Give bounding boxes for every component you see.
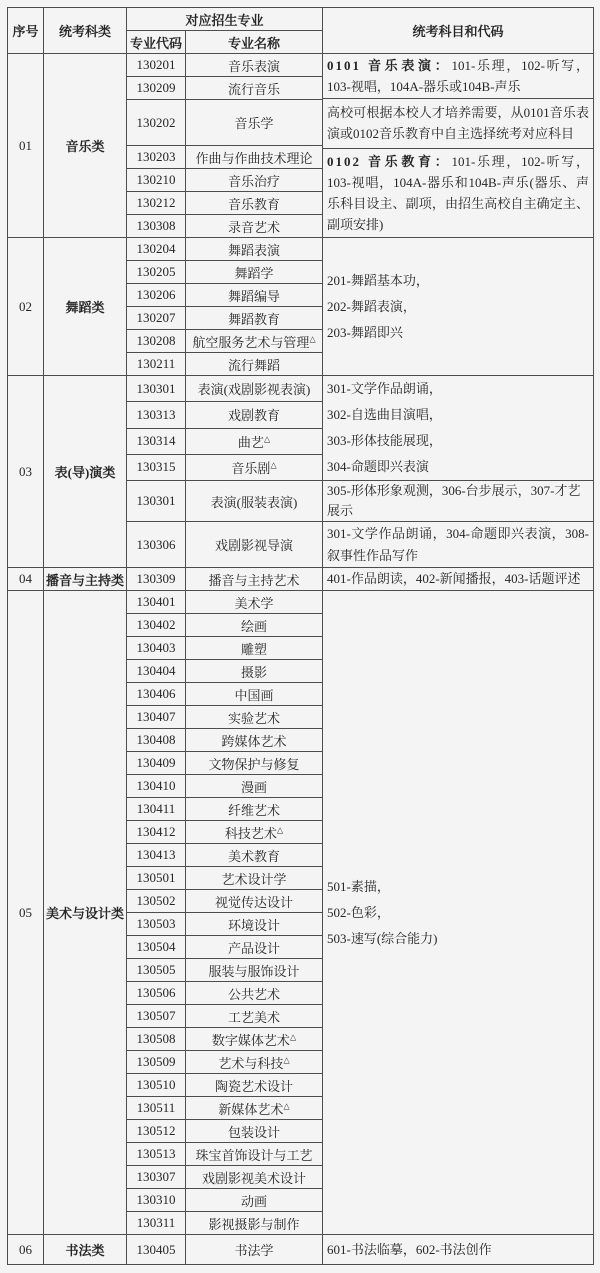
- subjects-text-run: 101-乐理，102-听写，103-视唱，104A-器乐和104B-声乐(器乐、声乐科目设主、副项，由招生高校自主确定主、副项安排): [327, 153, 590, 232]
- major-name-label: 戏剧影视美术设计: [202, 1170, 307, 1186]
- major-name-cell: [186, 890, 323, 913]
- major-name-cell: [186, 637, 323, 660]
- delta-superscript: △: [283, 1101, 290, 1111]
- subjects-text: [327, 55, 589, 97]
- major-name-label: 录音艺术: [228, 219, 281, 235]
- major-code-cell: 130511: [127, 1097, 186, 1120]
- major-name-cell: [186, 1120, 323, 1143]
- major-code-cell: 130206: [127, 284, 186, 307]
- major-name-label: 新媒体艺术: [218, 1101, 284, 1117]
- subjects-block: [323, 54, 593, 98]
- table-row: [8, 1235, 594, 1265]
- major-name-cell: [186, 1143, 323, 1166]
- major-code-cell: 130211: [127, 353, 186, 376]
- major-name-label: 流行舞蹈: [228, 357, 281, 373]
- major-code-cell: 130501: [127, 867, 186, 890]
- major-code-cell: 130412: [127, 821, 186, 844]
- header-subjects: 统考科目和代码: [323, 8, 594, 54]
- major-name-label: 实验艺术: [228, 710, 281, 726]
- subjects-text-run: 101-乐理，102-听写，103-视唱，104A-器乐或104B-声乐: [327, 58, 589, 94]
- major-name-cell: [186, 660, 323, 683]
- major-code-cell: 130509: [127, 1051, 186, 1074]
- major-name-label: 中国画: [234, 687, 274, 703]
- major-name-label: 曲艺: [237, 434, 264, 450]
- major-name-label: 摄影: [241, 664, 268, 680]
- subjects-line: 303-形体技能展现，: [327, 433, 442, 448]
- major-code-cell: 130402: [127, 614, 186, 637]
- major-name-label: 纤维艺术: [228, 802, 281, 818]
- major-code-cell: 130409: [127, 752, 186, 775]
- major-name-label: 播音与主持艺术: [208, 572, 300, 588]
- major-code-cell: 130313: [127, 402, 186, 428]
- category-cell: 舞蹈类: [44, 238, 127, 376]
- major-name-cell: [186, 454, 323, 480]
- major-name-cell: [186, 775, 323, 798]
- major-code-cell: 130411: [127, 798, 186, 821]
- major-name-cell: [186, 215, 323, 238]
- major-name-label: 科技艺术: [224, 825, 277, 841]
- major-name-label: 航空服务艺术与管理: [192, 334, 310, 350]
- major-name-cell: [186, 522, 323, 568]
- major-name-label: 流行音乐: [228, 81, 281, 97]
- major-name-cell: [186, 1028, 323, 1051]
- major-name-label: 音乐表演: [228, 58, 281, 74]
- major-name-cell: [186, 54, 323, 77]
- major-code-cell: 130504: [127, 936, 186, 959]
- major-name-cell: [186, 614, 323, 637]
- major-code-cell: 130413: [127, 844, 186, 867]
- subjects-cell: [323, 1235, 594, 1265]
- major-name-cell: [186, 1235, 323, 1265]
- major-name-cell: [186, 821, 323, 844]
- major-code-cell: 130202: [127, 100, 186, 146]
- subjects-bold-code: 0101 音乐表演：: [327, 58, 452, 73]
- major-name-label: 视觉传达设计: [215, 894, 294, 910]
- major-code-cell: 130208: [127, 330, 186, 353]
- table-row: [8, 591, 594, 614]
- major-name-cell: [186, 752, 323, 775]
- major-name-cell: [186, 867, 323, 890]
- major-name-label: 戏剧影视导演: [215, 538, 294, 553]
- major-name-cell: [186, 1212, 323, 1235]
- serial-cell: 04: [8, 568, 44, 591]
- subjects-block: [323, 98, 593, 148]
- delta-superscript: △: [289, 1032, 297, 1042]
- subjects-block: [323, 148, 593, 237]
- major-name-label: 舞蹈表演: [228, 242, 281, 258]
- major-code-cell: 130212: [127, 192, 186, 215]
- major-code-cell: 130307: [127, 1166, 186, 1189]
- major-name-cell: [186, 402, 323, 428]
- major-code-cell: 130503: [127, 913, 186, 936]
- major-name-label: 产品设计: [228, 940, 281, 956]
- header-row-1: [8, 8, 594, 31]
- major-name-cell: [186, 1005, 323, 1028]
- subjects-line: 302-自选曲目演唱，: [327, 407, 442, 422]
- major-code-cell: 130507: [127, 1005, 186, 1028]
- major-name-cell: [186, 936, 323, 959]
- major-code-cell: 130506: [127, 982, 186, 1005]
- major-code-cell: 130407: [127, 706, 186, 729]
- major-code-cell: 130301: [127, 376, 186, 402]
- major-code-cell: 130207: [127, 307, 186, 330]
- table-row: [8, 238, 594, 261]
- major-code-cell: 130306: [127, 522, 186, 568]
- major-code-cell: 130401: [127, 591, 186, 614]
- header-major-code: 专业代码: [127, 31, 186, 54]
- major-name-label: 美术教育: [228, 848, 281, 864]
- table-header: [8, 8, 594, 54]
- major-name-cell: [186, 982, 323, 1005]
- delta-superscript: △: [283, 1055, 290, 1065]
- major-name-cell: [186, 798, 323, 821]
- major-name-cell: [186, 261, 323, 284]
- delta-superscript: △: [270, 460, 277, 470]
- major-name-cell: [186, 683, 323, 706]
- major-name-label: 数字媒体艺术: [211, 1032, 290, 1048]
- major-name-cell: [186, 169, 323, 192]
- subjects-line: 601-书法临摹，602-书法创作: [327, 1241, 492, 1257]
- major-name-label: 服装与服饰设计: [208, 963, 300, 979]
- exam-category-table: [7, 7, 594, 1265]
- major-name-label: 雕塑: [241, 641, 268, 657]
- major-name-label: 舞蹈教育: [228, 311, 281, 327]
- subjects-line: 201-舞蹈基本功，: [327, 272, 429, 288]
- major-code-cell: 130505: [127, 959, 186, 982]
- major-name-label: 音乐教育: [228, 196, 281, 212]
- header-majors-group: 对应招生专业: [127, 8, 323, 31]
- category-cell: 表(导)演类: [44, 376, 127, 568]
- major-name-cell: [186, 330, 323, 353]
- major-name-cell: [186, 146, 323, 169]
- major-name-cell: [186, 568, 323, 591]
- major-name-cell: [186, 77, 323, 100]
- subjects-text-run: 高校可根据本校人才培养需要，从0101音乐表演或0102音乐教育中自主选择统考对应科目: [327, 105, 590, 142]
- header-category: 统考科类: [44, 8, 127, 54]
- subjects-stack: [323, 54, 593, 237]
- table-row: [8, 376, 594, 402]
- major-code-cell: 130405: [127, 1235, 186, 1265]
- major-code-cell: 130410: [127, 775, 186, 798]
- serial-cell: 05: [8, 591, 44, 1235]
- major-code-cell: 130508: [127, 1028, 186, 1051]
- major-name-cell: [186, 1166, 323, 1189]
- major-name-label: 工艺美术: [228, 1009, 281, 1025]
- major-code-cell: 130403: [127, 637, 186, 660]
- major-code-cell: 130310: [127, 1189, 186, 1212]
- major-code-cell: 130404: [127, 660, 186, 683]
- subjects-line: 401-作品朗读，402-新闻播报，403-话题评述: [327, 571, 581, 586]
- header-serial: 序号: [8, 8, 44, 54]
- major-name-cell: [186, 238, 323, 261]
- major-name-cell: [186, 1097, 323, 1120]
- major-name-label: 动画: [241, 1193, 268, 1209]
- major-name-cell: [186, 481, 323, 522]
- major-code-cell: 130301: [127, 481, 186, 522]
- subjects-line: 304-命题即兴表演: [327, 459, 429, 474]
- major-name-cell: [186, 353, 323, 376]
- major-name-cell: [186, 1074, 323, 1097]
- subjects-cell: [323, 238, 594, 376]
- major-code-cell: 130201: [127, 54, 186, 77]
- major-name-cell: [186, 100, 323, 146]
- major-name-label: 陶瓷艺术设计: [215, 1078, 294, 1094]
- major-name-cell: [186, 428, 323, 454]
- subjects-line: 305-形体形象观测，306-台步展示，307-才艺展示: [327, 483, 581, 518]
- major-name-label: 绘画: [241, 618, 268, 634]
- major-code-cell: 130510: [127, 1074, 186, 1097]
- serial-cell: 06: [8, 1235, 44, 1265]
- major-code-cell: 130502: [127, 890, 186, 913]
- delta-superscript: △: [309, 334, 316, 344]
- major-name-label: 戏剧教育: [228, 408, 281, 424]
- major-code-cell: 130314: [127, 428, 186, 454]
- major-name-cell: [186, 376, 323, 402]
- table-body: [8, 54, 594, 1265]
- major-name-label: 表演(戏剧影视表演): [197, 382, 311, 398]
- subjects-cell: [323, 568, 594, 591]
- major-code-cell: 130406: [127, 683, 186, 706]
- serial-cell: 03: [8, 376, 44, 568]
- major-code-cell: 130204: [127, 238, 186, 261]
- major-code-cell: 130315: [127, 454, 186, 480]
- major-name-cell: [186, 307, 323, 330]
- major-name-cell: [186, 844, 323, 867]
- major-name-cell: [186, 284, 323, 307]
- major-code-cell: 130209: [127, 77, 186, 100]
- major-name-label: 表演(服装表演): [210, 494, 298, 510]
- subjects-cell: [323, 376, 594, 481]
- major-name-label: 包装设计: [228, 1124, 281, 1140]
- subjects-line: 502-色彩，: [327, 904, 390, 920]
- major-name-label: 音乐治疗: [228, 173, 281, 189]
- major-name-cell: [186, 913, 323, 936]
- major-name-label: 艺术设计学: [221, 871, 287, 887]
- major-code-cell: 130311: [127, 1212, 186, 1235]
- table-row: [8, 54, 594, 77]
- category-cell: 美术与设计类: [44, 591, 127, 1235]
- category-cell: 音乐类: [44, 54, 127, 238]
- major-name-cell: [186, 591, 323, 614]
- major-name-label: 美术学: [234, 595, 274, 611]
- major-name-cell: [186, 1051, 323, 1074]
- major-name-label: 珠宝首饰设计与工艺: [195, 1147, 313, 1163]
- major-name-label: 影视摄影与制作: [208, 1216, 300, 1232]
- major-name-label: 书法学: [234, 1243, 274, 1258]
- major-name-cell: [186, 706, 323, 729]
- major-name-label: 作曲与作曲技术理论: [195, 150, 313, 166]
- major-code-cell: 130203: [127, 146, 186, 169]
- category-cell: 书法类: [44, 1235, 127, 1265]
- subjects-line: 503-速写(综合能力): [327, 930, 438, 946]
- subjects-line: 501-素描，: [327, 878, 390, 894]
- subjects-line: 202-舞蹈表演，: [327, 298, 416, 314]
- subjects-line: 301-文学作品朗诵，304-命题即兴表演，308-叙事性作品写作: [327, 525, 590, 563]
- delta-superscript: △: [263, 434, 271, 444]
- major-name-label: 文物保护与修复: [208, 756, 300, 772]
- major-name-cell: [186, 192, 323, 215]
- category-cell: 播音与主持类: [44, 568, 127, 591]
- major-name-cell: [186, 729, 323, 752]
- major-code-cell: 130408: [127, 729, 186, 752]
- major-code-cell: 130513: [127, 1143, 186, 1166]
- delta-superscript: △: [276, 825, 284, 835]
- subjects-cell: [323, 522, 594, 568]
- subjects-cell: [323, 54, 594, 238]
- major-name-label: 环境设计: [228, 917, 281, 933]
- subjects-cell: [323, 481, 594, 522]
- subjects-line: 203-舞蹈即兴: [327, 324, 403, 340]
- major-name-label: 艺术与科技: [218, 1055, 284, 1071]
- major-name-label: 舞蹈学: [234, 265, 274, 281]
- major-name-label: 舞蹈编导: [228, 288, 281, 304]
- table-row: [8, 568, 594, 591]
- subjects-text: [327, 151, 589, 235]
- major-name-label: 音乐学: [234, 116, 274, 131]
- major-code-cell: 130210: [127, 169, 186, 192]
- major-code-cell: 130512: [127, 1120, 186, 1143]
- major-code-cell: 130309: [127, 568, 186, 591]
- subjects-bold-code: 0102 音乐教育：: [327, 153, 452, 169]
- serial-cell: 01: [8, 54, 44, 238]
- major-code-cell: 130308: [127, 215, 186, 238]
- major-name-label: 跨媒体艺术: [221, 733, 287, 749]
- major-name-label: 漫画: [241, 779, 268, 795]
- header-major-name: 专业名称: [186, 31, 323, 54]
- major-name-label: 音乐剧: [231, 460, 271, 476]
- major-name-label: 公共艺术: [228, 986, 281, 1002]
- subjects-cell: [323, 591, 594, 1235]
- serial-cell: 02: [8, 238, 44, 376]
- major-code-cell: 130205: [127, 261, 186, 284]
- subjects-text: [327, 102, 589, 144]
- major-name-cell: [186, 1189, 323, 1212]
- subjects-line: 301-文学作品朗诵，: [327, 381, 442, 396]
- major-name-cell: [186, 959, 323, 982]
